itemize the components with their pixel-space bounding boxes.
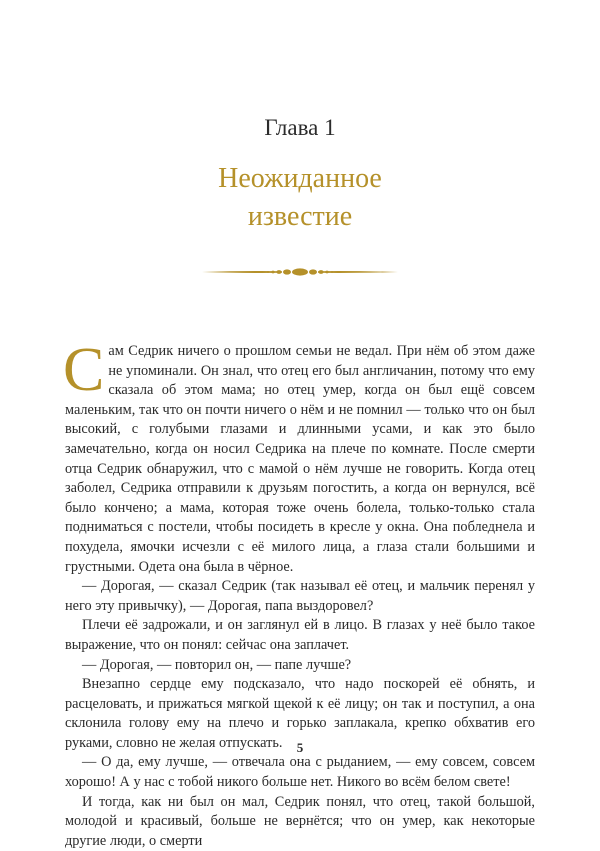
chapter-body-text	[63, 336, 535, 851]
chapter-title-line-1: Неожиданное	[218, 163, 382, 194]
paragraph-5: Внезапно сердце ему подсказало, что надо поскорей её обнять, и расцеловать, и прижаться мягкой щекой к её лицу; он так и поступил, а она склонила голову ему на плечо и горько заплакала, крепко обхватив его руками, словно не желая отпускать.	[65, 676, 535, 751]
paragraph-3: Плечи её задрожали, и он заглянул ей в лицо. В глазах у неё было такое выражение, что он понял: сейчас она заплачет.	[65, 617, 535, 653]
paragraph-4: — Дорогая, — повторил он, — папе лучше?	[82, 656, 352, 673]
chapter-title	[0, 160, 600, 236]
drop-cap-letter: С	[63, 336, 105, 404]
paragraph-7: И тогда, как ни был он мал, Седрик понял, что отец, такой большой, молодой и красивый, больше не вернётся; что он умер, как некоторые другие люди, о смерти	[65, 793, 535, 849]
paragraph-6: — О да, ему лучше, — отвечала она с рыданием, — ему совсем, совсем хорошо! А у нас с тобой никого больше нет. Никого во всём белом свете!	[65, 754, 535, 791]
chapter-label: Глава 1	[264, 115, 336, 140]
page-number: 5	[296, 740, 304, 755]
chapter-title-line-2: известие	[247, 201, 353, 232]
paragraph-2: — Дорогая, — сказал Седрик (так называл её отец, и мальчик перенял у него эту привычку), — Дорогая, папа выздоровел?	[65, 578, 535, 614]
paragraph-1	[63, 336, 535, 577]
gold-divider-ornament-icon	[200, 262, 400, 282]
paragraph-1-text: ам Седрик ничего о прошлом семьи не ведал. При нём об этом даже не упоминали. Он знал, что отец его был англичанин, потому что ему сказала об этом мама; но отец умер, когда он был ещё совсем маленьким, так что он почти ничего о нём и не помнил — только что он был высокий, с голубыми глазами и длинными усами, и как это было замечательно, когда он носил Седрика на плече по комнате. После смерти отца Седрик обнаружил, что с мамой о нём лучше не говорить. Когда отец заболел, Седрика отправили к друзьям погостить, а когда он вернулся, всё было кончено; а мама, которая тоже очень болела, только-только стала подниматься с постели, чтобы посидеть в кресле у окна. Она побледнела и похудела, ямочки исчезли с её милого лица, а глаза стали большими и грустными. Одета она была в чёрное.	[65, 343, 535, 575]
